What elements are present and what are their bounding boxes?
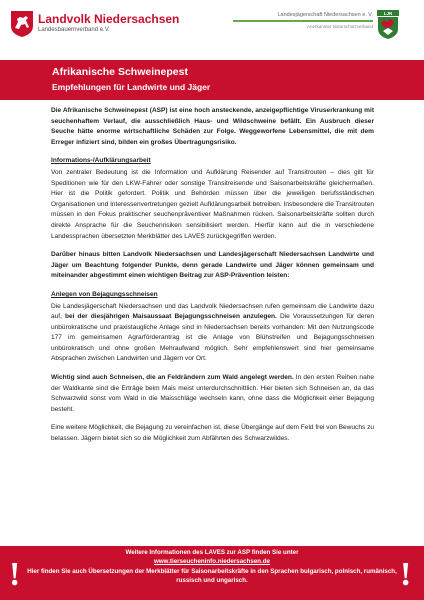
- header: [0, 0, 424, 52]
- section-heading-information: Informations-/Aufklärungsarbeit: [51, 157, 151, 165]
- feldraender-lead: Wichtig sind auch Schneisen, die an Feldrändern zum Wald angelegt werden.: [51, 374, 294, 382]
- schneisen-text-bold: bei der diesjährigen Maisaussaat Bejagungsschneisen anzulegen.: [65, 313, 277, 321]
- footer-link[interactable]: www.tierseucheninfo.niedersachsen.de: [154, 558, 270, 566]
- page-subtitle: Empfehlungen für Landwirte und Jäger: [52, 82, 211, 92]
- appeal-paragraph: Darüber hinaus bitten Landvolk Niedersachsen und Landesjägerschaft Niedersachsen Landwirte und Jäger um Beachtung folgender Punkte, denn gerade Landwirte und Jäger können gemeinsam und miteinander abgestimmt einen wichtigen Beitrag zur ASP-Prävention leisten:: [51, 251, 374, 280]
- footer-text: [26, 548, 398, 585]
- org-left-name: Landvolk Niedersachsen: [38, 12, 180, 26]
- org-right-name: Landesjägerschaft Niedersachsen e. V.: [277, 12, 373, 18]
- main-content: [51, 106, 374, 453]
- schneisen-text-b: Die Voraussetzungen für deren unbürokratische und praxistaugliche Anlage sind in Niedersachsen bereits vorhanden: Mit den Nutzungscode 177 im gemeinsamen Agrarförderantrag ist die Anlage von Blühstreifen und Bejagungsschneisen unbürokratisch und ohne großen Mehraufwand möglich. Sehr empfehlenswert sind hier gemeinsame Absprachen zwischen Landwirten und Jägern vor Ort.: [51, 313, 374, 363]
- org-right-sub: Anerkannter Naturschutzverband: [306, 23, 373, 29]
- svg-text:LJN: LJN: [383, 11, 393, 16]
- exclamation-right-icon: !: [400, 556, 412, 593]
- horse-shield-icon: [10, 10, 34, 38]
- org-right-block: [233, 12, 373, 29]
- paragraph-uebergaenge: Eine weitere Möglichkeit, die Bejagung zu vereinfachen ist, diese Übergänge auf dem Feld frei von Bewuchs zu belassen. Jägern bietet sich so die Möglichkeit zum Abfährten des Schwarzwildes.: [51, 424, 374, 443]
- org-left-sub: Landesbauernverband e.V.: [38, 27, 110, 33]
- footer-line1: Weitere Informationen des LAVES zur ASP finden Sie unter: [125, 549, 299, 556]
- org-right-divider: [233, 20, 373, 22]
- page-title: Afrikanische Schweinepest: [52, 66, 188, 78]
- exclamation-left-icon: !: [9, 556, 21, 593]
- feldraender-rest: In den ersten Reihen nahe der Waldkante sind die Erträge beim Mais meist unterdurchschnittlich. Hier bieten sich Schneisen an, da das Schwarzwild sonst vom Wald in die Maisschläge wechseln kann, ohne dass die Möglichkeit einer Bejagung besteht.: [51, 374, 374, 413]
- intro-paragraph: Die Afrikanische Schweinepest (ASP) ist eine hoch ansteckende, anzeigepflichtige Viruserkrankung mit seuchenhaftem Verlauf, die ausschließlich Haus- und Wildschweine befällt. Ein Ausbruch dieser Seuche hätte enorme wirtschaftliche Schäden zur Folge. Weggeworfene Lebensmittel, die mit dem Erreger infiziert sind, bilden ein großes Übertragungsrisiko.: [51, 107, 374, 146]
- paragraph-feldraender: [51, 373, 374, 415]
- ljn-crest-icon: [377, 10, 399, 40]
- section-text-information: Von zentraler Bedeutung ist die Information und Aufklärung Reisender auf Transitrouten – dies gilt für Speditionen wie für den LKW-Fahrer oder sonstige Transitreisende und Saisonarbeitskräfte gleichermaßen. Hier ist die Politik gefordert. Politik und Behörden müssen über die jeweiligen berufsständischen Organisationen und Interessenvertretungen gezielt Aufklärungsarbeit betreiben. Insbesondere die Transitrouten müssen in den Fokus praktischer seuchenpräventiver Maßnahmen rücken. Saisonarbeitskräfte sollten durch direkte Ansprache für die Seuchenrisiken sensibilisiert werden. Hierfür kann auf die in verschiedene Landessprachen übersetzten Merkblätter des LAVES zurückgegriffen werden.: [51, 168, 374, 240]
- section-text-schneisen: [51, 302, 374, 366]
- schneisen-text-a: Die Landesjägerschaft Niedersachsen und das Landvolk Niedersachsen rufen gemeinsam die Landwirte dazu auf,: [51, 302, 374, 321]
- footer-line2: Hier finden Sie auch Übersetzungen der Merkblätter für Saisonarbeitskräfte in den Sprachen bulgarisch, polnisch, rumänisch, russisch und ungarisch.: [27, 567, 397, 584]
- section-heading-schneisen: Anlegen von Bejagungsschneisen: [51, 290, 158, 298]
